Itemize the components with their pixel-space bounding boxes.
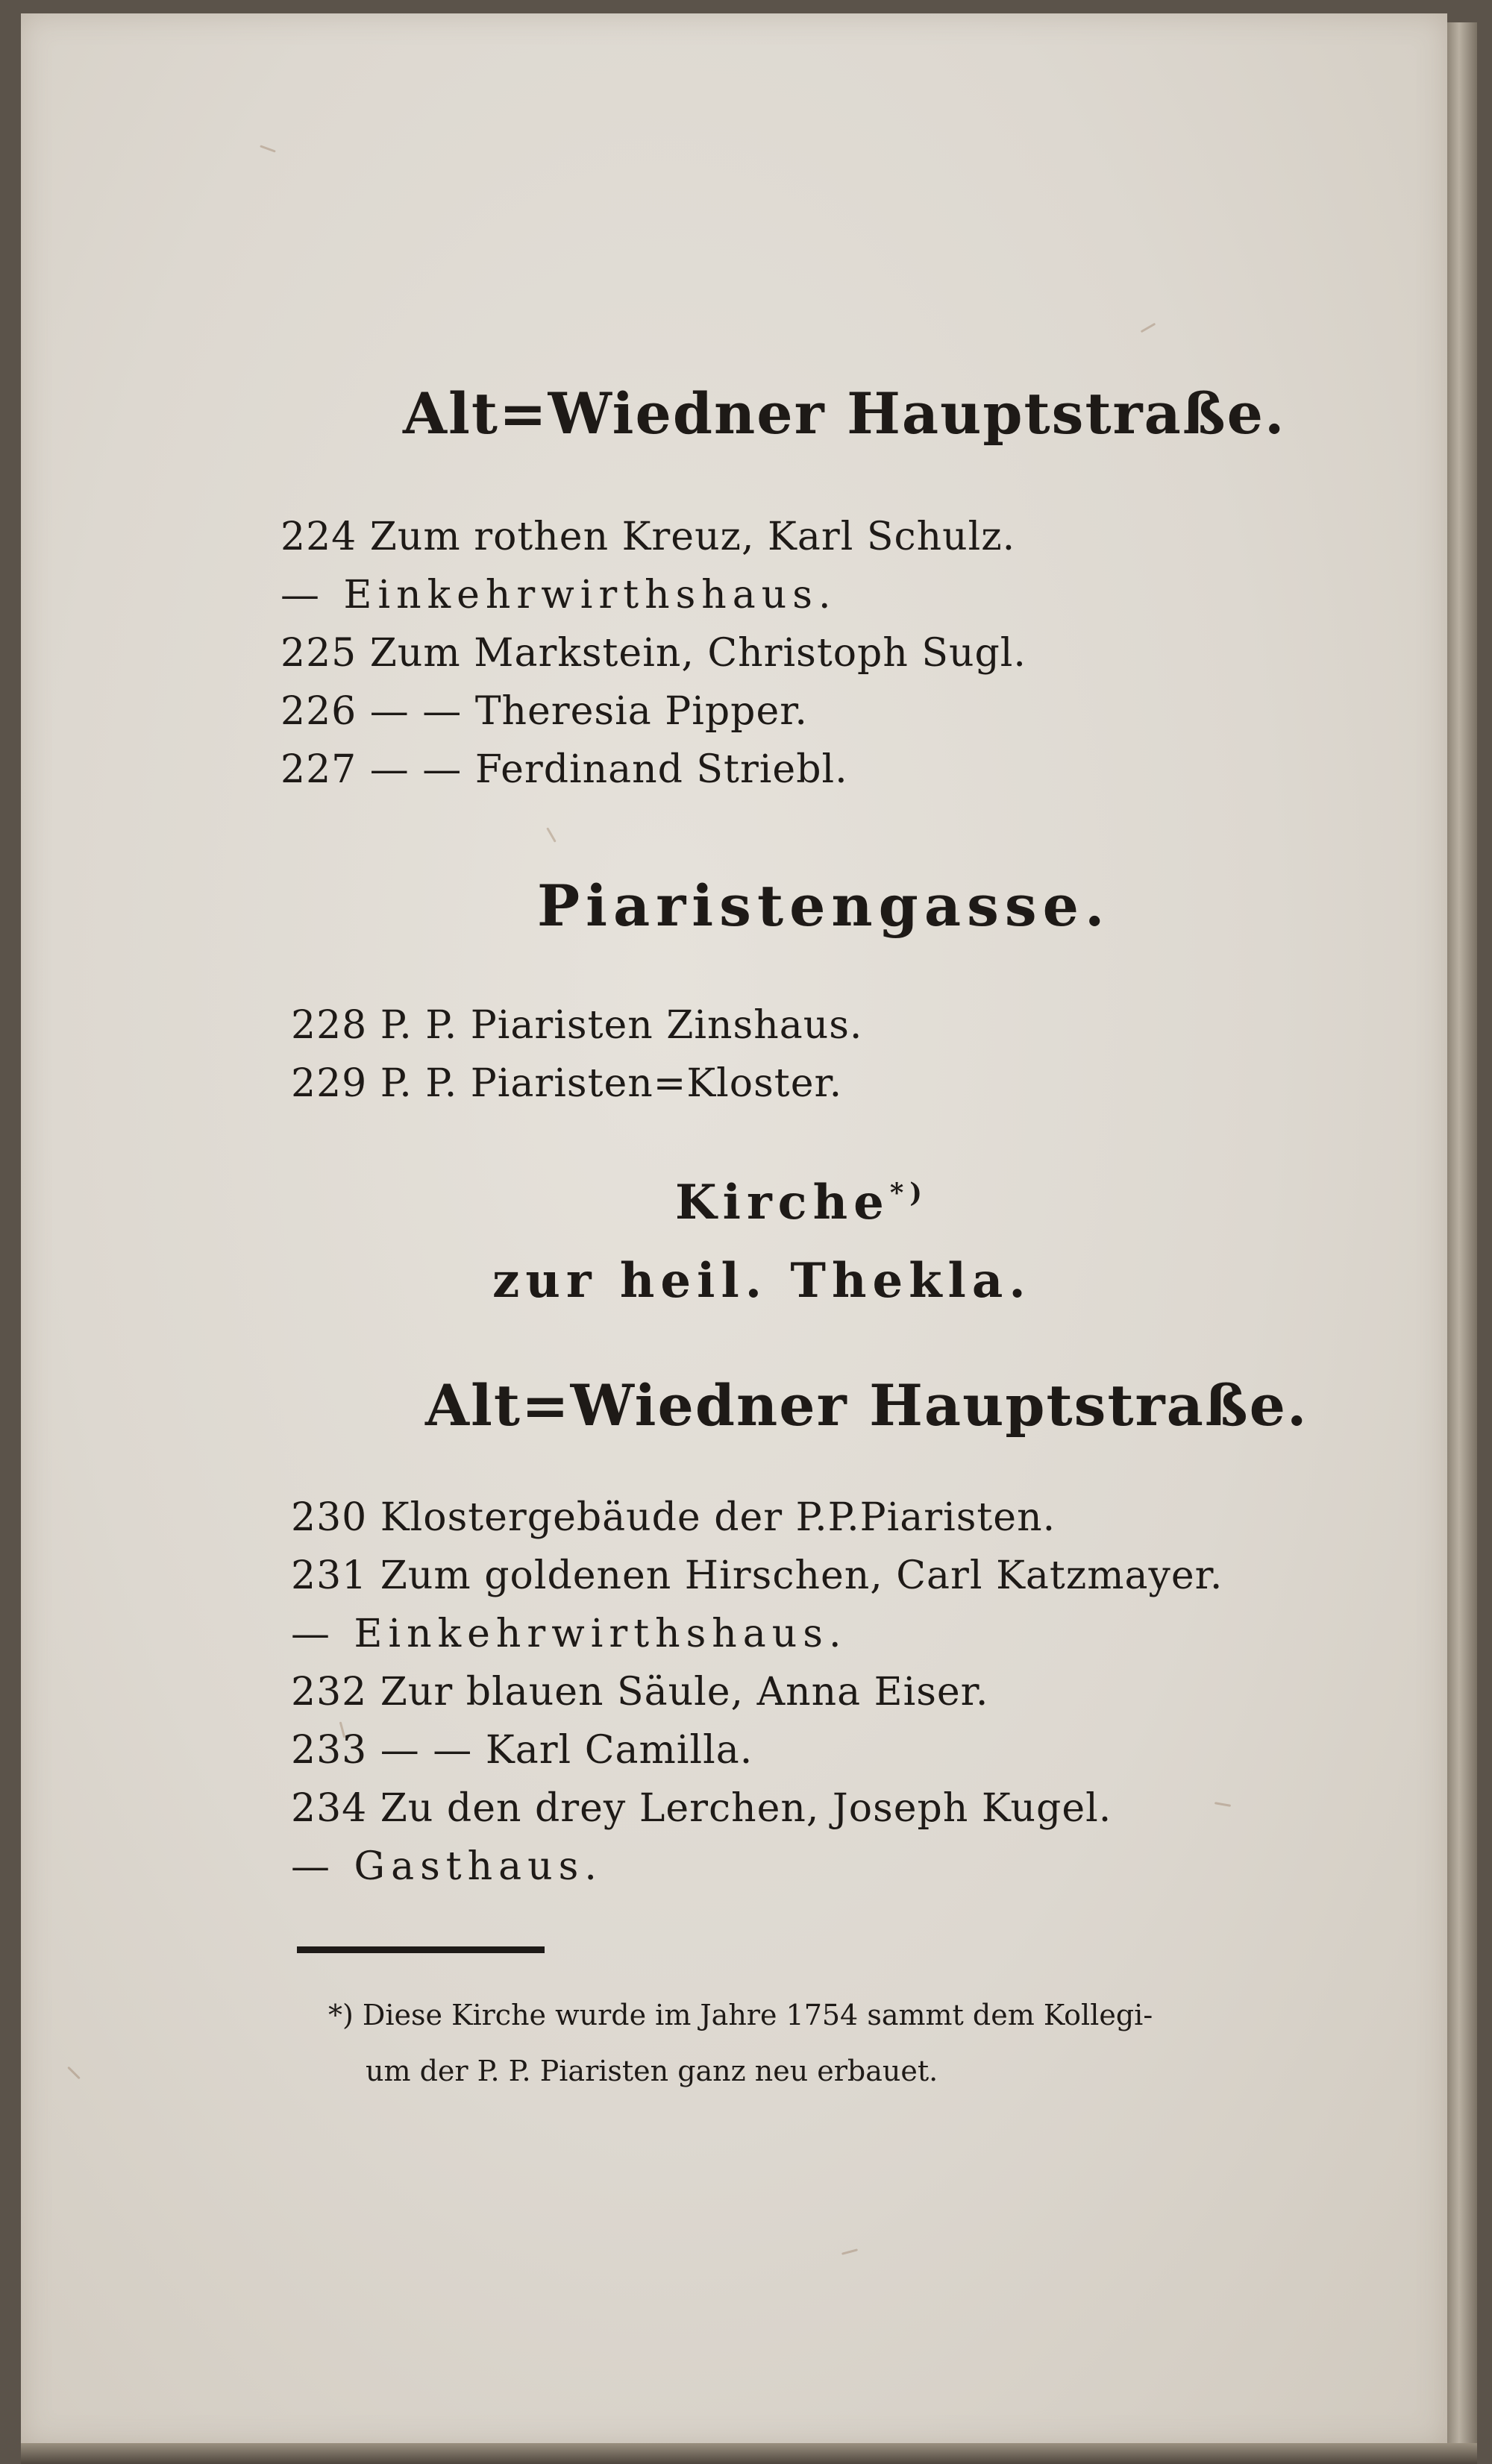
address-entry: 232 Zur blauen Säule, Anna Eiser. xyxy=(291,1670,989,1715)
paper-fiber xyxy=(260,145,276,152)
address-entry: — Einkehrwirthshaus. xyxy=(291,1612,847,1656)
address-entry: — Einkehrwirthshaus. xyxy=(280,573,837,617)
address-entry: 234 Zu den drey Lerchen, Joseph Kugel. xyxy=(291,1786,1112,1831)
church-heading-word: Kirche xyxy=(675,1175,890,1231)
address-entry: 224 Zum rothen Kreuz, Karl Schulz. xyxy=(280,515,1016,559)
paper-fiber xyxy=(546,827,557,843)
paper-fiber xyxy=(841,2248,858,2255)
address-entry: 226 — — Theresia Pipper. xyxy=(280,689,808,734)
address-entry: 229 P. P. Piaristen=Kloster. xyxy=(291,1061,843,1106)
footnote-line: *) Diese Kirche wurde im Jahre 1754 sammt dem Kollegi- xyxy=(328,1999,1153,2031)
footnote-line: um der P. P. Piaristen ganz neu erbauet. xyxy=(366,2055,938,2087)
church-heading xyxy=(675,1175,928,1231)
page-edge-bottom xyxy=(21,2443,1477,2464)
address-entry: 225 Zum Markstein, Christoph Sugl. xyxy=(280,631,1026,676)
address-entry: — Gasthaus. xyxy=(291,1844,603,1889)
address-entry: 230 Klostergebäude der P.P.Piaristen. xyxy=(291,1495,1056,1540)
paper-fiber xyxy=(1141,323,1156,333)
section-heading: Alt=Wiedner Hauptstraße. xyxy=(403,380,1286,447)
page-edge-right xyxy=(1447,22,1477,2446)
address-entry: 233 — — Karl Camilla. xyxy=(291,1728,753,1773)
paper-fiber xyxy=(1214,1802,1231,1807)
address-entry: 228 P. P. Piaristen Zinshaus. xyxy=(291,1003,863,1048)
address-entry: 227 — — Ferdinand Striebl. xyxy=(280,747,848,792)
church-subheading: zur heil. Thekla. xyxy=(492,1253,1032,1309)
paper-fiber xyxy=(67,2067,81,2080)
address-entry: 231 Zum goldenen Hirschen, Carl Katzmayer. xyxy=(291,1553,1223,1598)
footnote-rule xyxy=(297,1946,545,1953)
section-heading: Piaristengasse. xyxy=(537,873,1111,939)
footnote-mark: *) xyxy=(889,1178,928,1209)
section-heading: Alt=Wiedner Hauptstraße. xyxy=(425,1372,1308,1439)
